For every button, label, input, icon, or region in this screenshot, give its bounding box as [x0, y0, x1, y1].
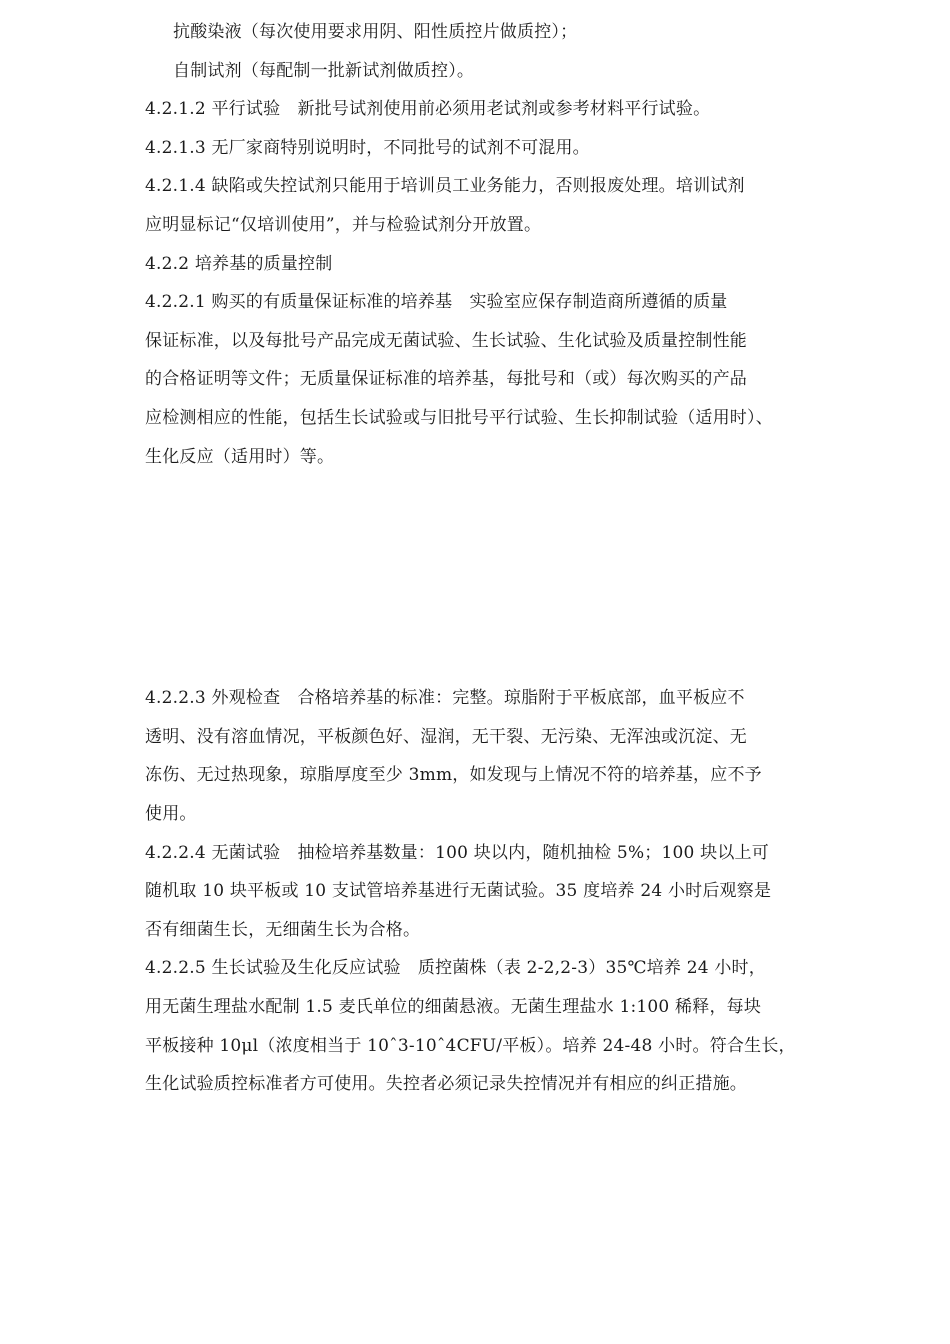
clause-4-2-2-4: 4.2.2.4 无菌试验 抽检培养基数量：100 块以内，随机抽检 5%；100 块以上可: [145, 843, 769, 863]
text-line: 否有细菌生长，无细菌生长为合格。: [145, 920, 421, 940]
text-line: 生化试验质控标准者方可使用。失控者必须记录失控情况并有相应的纠正措施。: [145, 1074, 747, 1094]
text-line: 应检测相应的性能，包括生长试验或与旧批号平行试验、生长抑制试验（适用时）、: [145, 408, 773, 428]
text-line: 使用。: [145, 804, 197, 824]
text-line: 保证标准，以及每批号产品完成无菌试验、生长试验、生化试验及质量控制性能: [145, 331, 747, 351]
text-line: 冻伤、无过热现象，琼脂厚度至少 3mm，如发现与上情况不符的培养基，应不予: [145, 765, 762, 785]
text-line: 自制试剂（每配制一批新试剂做质控）。: [173, 61, 475, 81]
clause-4-2-1-4: 4.2.1.4 缺陷或失控试剂只能用于培训员工业务能力，否则报废处理。培训试剂: [145, 176, 745, 196]
text-line: 透明、没有溶血情况，平板颜色好、湿润，无干裂、无污染、无浑浊或沉淀、无: [145, 727, 747, 747]
text-line: 随机取 10 块平板或 10 支试管培养基进行无菌试验。35 度培养 24 小时后观察是: [145, 881, 772, 901]
text-line: 生化反应（适用时）等。: [145, 447, 335, 467]
clause-4-2-1-2: 4.2.1.2 平行试验 新批号试剂使用前必须用老试剂或参考材料平行试验。: [145, 99, 711, 119]
text-line: 平板接种 10μl（浓度相当于 10ˆ3-10ˆ4CFU/平板）。培养 24-48 小时。符合生长，: [145, 1036, 796, 1056]
text-line: 应明显标记“仅培训使用”，并与检验试剂分开放置。: [145, 215, 542, 235]
text-line: 抗酸染液（每次使用要求用阴、阳性质控片做质控）；: [173, 22, 578, 42]
text-line: 的合格证明等文件；无质量保证标准的培养基，每批号和（或）每次购买的产品: [145, 369, 747, 389]
clause-4-2-2-3: 4.2.2.3 外观检查 合格培养基的标准：完整。琼脂附于平板底部，血平板应不: [145, 688, 745, 708]
clause-4-2-1-3: 4.2.1.3 无厂家商特别说明时，不同批号的试剂不可混用。: [145, 138, 590, 158]
section-heading-4-2-2: 4.2.2 培养基的质量控制: [145, 254, 333, 274]
text-line: 用无菌生理盐水配制 1.5 麦氏单位的细菌悬液。无菌生理盐水 1:100 稀释，每块: [145, 997, 762, 1017]
clause-4-2-2-5: 4.2.2.5 生长试验及生化反应试验 质控菌株（表 2-2,2-3）35℃培养 24 小时，: [145, 958, 766, 978]
clause-4-2-2-1: 4.2.2.1 购买的有质量保证标准的培养基 实验室应保存制造商所遵循的质量: [145, 292, 728, 312]
